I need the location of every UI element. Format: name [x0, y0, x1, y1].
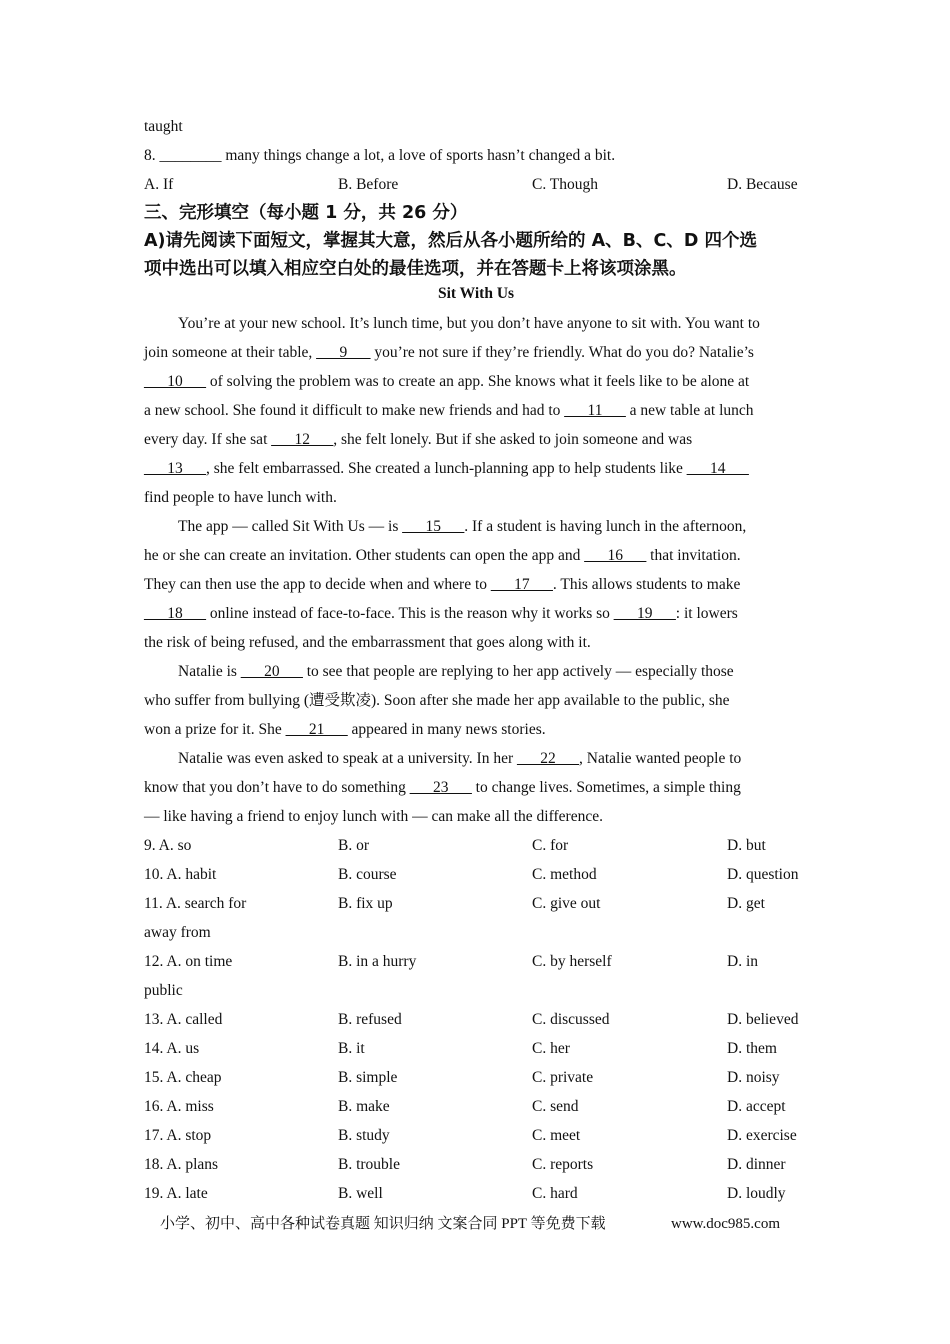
blank-20: ___20___: [240, 663, 303, 680]
option-c: C. Though: [532, 176, 599, 193]
answer-options: [144, 831, 808, 1208]
passage-line: know that you don’t have to do something ___23___ to change lives. Sometimes, a simple thing: [144, 779, 741, 796]
passage-line: ___13___, she felt embarrassed. She created a lunch-planning app to help students like ___14___: [144, 460, 749, 477]
blank-22: ___22___: [517, 750, 580, 767]
passage-line: every day. If she sat ___12___, she felt lonely. But if she asked to join someone and was: [144, 431, 693, 448]
passage-line: Natalie was even asked to speak at a university. In her ___22___, Natalie wanted people to: [178, 750, 742, 767]
blank-13: ___13___: [144, 460, 206, 477]
option-row: 17. A. stop B. study C. meet D. exercise: [144, 1127, 797, 1144]
option-row: 16. A. miss B. make C. send D. accept: [144, 1098, 786, 1115]
passage-line: he or she can create an invitation. Other students can open the app and ___16___ that invitation.: [144, 547, 741, 564]
blank-17: ___17___: [490, 576, 553, 593]
page-footer: [160, 1212, 800, 1236]
option-d: D. Because: [727, 176, 798, 193]
option-row: away from: [144, 924, 211, 941]
passage-line: who suffer from bullying (遭受欺凌). Soon after she made her app available to the public, she: [144, 692, 730, 709]
blank-9: ___9___: [316, 344, 371, 361]
continued-text: taught: [144, 118, 183, 135]
option-row: 13. A. called B. refused C. discussed D. believed: [144, 1011, 799, 1028]
instruction-line-1: A)请先阅读下面短文，掌握其大意，然后从各小题所给的 A、B、C、D 四个选: [144, 231, 757, 251]
blank-16: ___16___: [584, 547, 647, 564]
blank-19: ___19___: [613, 605, 676, 622]
footer-text: 小学、初中、高中各种试卷真题 知识归纳 文案合同 PPT 等免费下载: [160, 1216, 606, 1232]
option-b: B. Before: [338, 176, 399, 193]
passage-line: join someone at their table, ___9___ you’re not sure if they’re friendly. What do you do? Natalie’s: [144, 344, 754, 361]
blank-12: ___12___: [271, 431, 334, 448]
passage-line: ___18___ online instead of face-to-face. This is the reason why it works so ___19___: it lowers: [144, 605, 738, 622]
footer-site-link[interactable]: www.doc985.com: [671, 1216, 781, 1232]
blank-11: ___11___: [564, 402, 626, 419]
option-row: 18. A. plans B. trouble C. reports D. dinner: [144, 1156, 786, 1173]
option-row: 12. A. on time B. in a hurry C. by herself D. in: [144, 953, 758, 970]
passage-line: Natalie is ___20___ to see that people are replying to her app actively — especially those: [178, 663, 734, 680]
option-row: public: [144, 982, 183, 999]
blank-23: ___23___: [409, 779, 472, 796]
option-row: 9. A. so B. or C. for D. but: [144, 837, 766, 854]
question-8: 8. ________ many things change a lot, a love of sports hasn’t changed a bit.: [144, 147, 616, 164]
option-a: A. If: [144, 176, 174, 193]
passage-line: the risk of being refused, and the embarrassment that goes along with it.: [144, 634, 591, 651]
option-row: 19. A. late B. well C. hard D. loudly: [144, 1185, 786, 1202]
option-row: 10. A. habit B. course C. method D. question: [144, 866, 799, 883]
passage-line: — like having a friend to enjoy lunch with — can make all the difference.: [144, 808, 603, 825]
blank-18: ___18___: [144, 605, 206, 622]
passage-line: You’re at your new school. It’s lunch time, but you don’t have anyone to sit with. You want to: [178, 315, 760, 332]
passage-line: won a prize for it. She ___21___ appeared in many news stories.: [144, 721, 546, 738]
question-8-options: [144, 170, 808, 199]
instruction-line-2: 项中选出可以填入相应空白处的最佳选项，并在答题卡上将该项涂黑。: [144, 259, 687, 279]
option-row: 14. A. us B. it C. her D. them: [144, 1040, 777, 1057]
passage-line: ___10___ of solving the problem was to create an app. She knows what it feels like to be alone at: [144, 373, 750, 390]
passage-line: They can then use the app to decide when and where to ___17___. This allows students to make: [144, 576, 741, 593]
blank-14: ___14___: [686, 460, 749, 477]
passage: [144, 309, 808, 831]
blank-10: ___10___: [144, 373, 206, 390]
option-row: 15. A. cheap B. simple C. private D. noisy: [144, 1069, 780, 1086]
passage-title: Sit With Us: [437, 285, 515, 302]
passage-line: a new school. She found it difficult to make new friends and had to ___11___ a new table at lunch: [144, 402, 754, 419]
passage-line: The app — called Sit With Us — is ___15___. If a student is having lunch in the afternoon,: [178, 518, 747, 535]
blank-15: ___15___: [402, 518, 465, 535]
section-heading: 三、完形填空（每小题 1 分，共 26 分）: [144, 203, 468, 223]
passage-line: find people to have lunch with.: [144, 489, 337, 506]
option-row: 11. A. search for B. fix up C. give out D. get: [144, 895, 765, 912]
blank-21: ___21___: [285, 721, 348, 738]
exam-page: [144, 112, 808, 1208]
